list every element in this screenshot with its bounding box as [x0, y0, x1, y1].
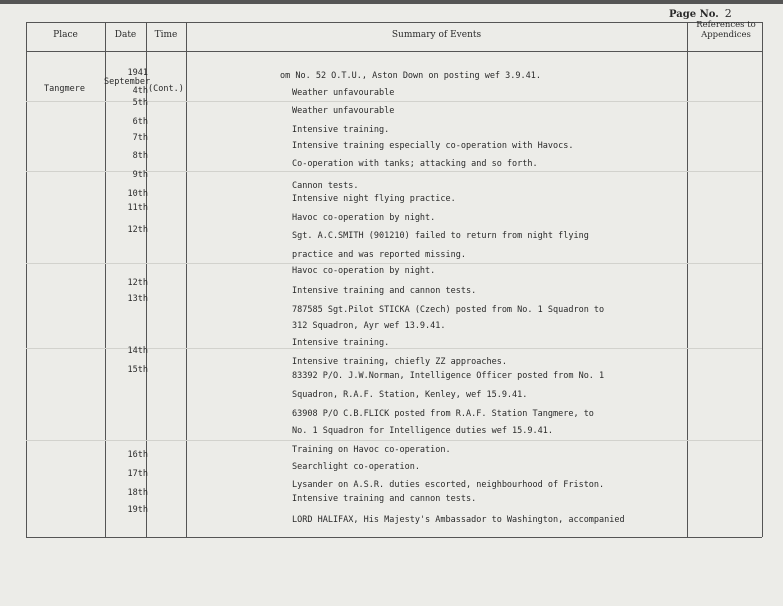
- date-entry: 13th: [127, 294, 148, 304]
- header-place: Place: [53, 30, 78, 40]
- date-entry: 12th: [127, 278, 148, 288]
- page-number-label: Page No.: [669, 9, 719, 20]
- date-entry: 15th: [127, 365, 148, 375]
- date-entry: 12th: [127, 225, 148, 235]
- date-entry: 9th: [132, 170, 148, 180]
- header-date: Date: [114, 30, 137, 40]
- bottom-border: [26, 537, 762, 538]
- event-line: Cannon tests.: [292, 181, 359, 191]
- date-entry: 8th: [132, 151, 148, 161]
- event-line: om No. 52 O.T.U., Aston Down on posting wef 3.9.41.: [280, 71, 541, 81]
- date-entry: 17th: [127, 469, 148, 479]
- ruled-line: [26, 440, 762, 441]
- place-entry: Tangmere: [44, 84, 85, 94]
- header-divider: [26, 51, 762, 52]
- event-line: LORD HALIFAX, His Majesty's Ambassador to Washington, accompanied: [292, 515, 625, 525]
- summary-column-divider: [687, 22, 688, 537]
- date-entry: 5th: [132, 98, 148, 108]
- event-line: Training on Havoc co-operation.: [292, 445, 451, 455]
- page-number-value: 2: [724, 7, 732, 20]
- event-line: No. 1 Squadron for Intelligence duties wef 15.9.41.: [292, 426, 553, 436]
- event-line: 787585 Sgt.Pilot STICKA (Czech) posted from No. 1 Squadron to: [292, 305, 605, 315]
- ruled-line: [26, 263, 762, 264]
- event-line: Sgt. A.C.SMITH (901210) failed to return from night flying: [292, 231, 589, 241]
- event-line: Intensive training.: [292, 338, 390, 348]
- event-line: Intensive training, chiefly ZZ approaches.: [292, 357, 507, 367]
- event-line: Weather unfavourable: [292, 106, 395, 116]
- event-line: Co-operation with tanks; attacking and so forth.: [292, 159, 538, 169]
- page-number: [669, 7, 732, 20]
- time-column-divider: [186, 22, 187, 537]
- event-line: Intensive training.: [292, 125, 390, 135]
- date-entry: 19th: [127, 505, 148, 515]
- event-line: Weather unfavourable: [292, 88, 395, 98]
- date-year: 1941: [127, 68, 148, 78]
- event-line: 312 Squadron, Ayr wef 13.9.41.: [292, 321, 446, 331]
- time-note: (Cont.): [148, 84, 184, 94]
- event-line: Intensive training and cannon tests.: [292, 286, 477, 296]
- date-entry: 7th: [132, 133, 148, 143]
- event-line: Intensive training and cannon tests.: [292, 494, 477, 504]
- event-line: Squadron, R.A.F. Station, Kenley, wef 15.9.41.: [292, 390, 528, 400]
- date-entry: 10th: [127, 189, 148, 199]
- event-line: 63908 P/O C.B.FLICK posted from R.A.F. Station Tangmere, to: [292, 409, 594, 419]
- event-line: Intensive night flying practice.: [292, 194, 456, 204]
- date-entry: 4th: [132, 86, 148, 96]
- event-line: Havoc co-operation by night.: [292, 266, 436, 276]
- event-line: practice and was reported missing.: [292, 250, 466, 260]
- date-entry: 16th: [127, 450, 148, 460]
- header-summary: Summary of Events: [391, 30, 482, 40]
- date-entry: 14th: [127, 346, 148, 356]
- header-time: Time: [154, 30, 178, 40]
- right-border: [762, 22, 763, 537]
- date-entry: 18th: [127, 488, 148, 498]
- left-border: [26, 22, 27, 537]
- event-line: 83392 P/O. J.W.Norman, Intelligence Officer posted from No. 1: [292, 371, 605, 381]
- event-line: Intensive training especially co-operation with Havocs.: [292, 141, 574, 151]
- event-line: Lysander on A.S.R. duties escorted, neighbourhood of Friston.: [292, 480, 605, 490]
- event-line: Havoc co-operation by night.: [292, 213, 436, 223]
- header-references: References to Appendices: [696, 20, 756, 40]
- date-entry: 11th: [127, 203, 148, 213]
- top-border: [26, 22, 762, 23]
- event-line: Searchlight co-operation.: [292, 462, 420, 472]
- date-month: September: [104, 77, 151, 87]
- date-entry: 6th: [132, 117, 148, 127]
